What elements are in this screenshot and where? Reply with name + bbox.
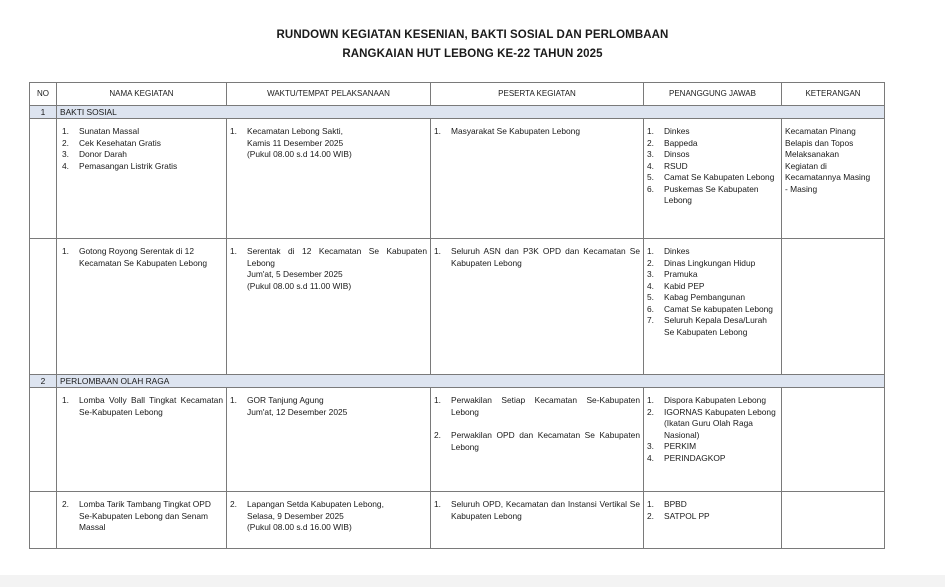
header-peserta: PESERTA KEGIATAN xyxy=(431,83,644,106)
list-item-text: Serentak di 12 Kecamatan Se Kabupaten Lebong xyxy=(247,246,427,268)
list-item-number: 1. xyxy=(647,395,654,405)
list-item-text: Bappeda xyxy=(664,137,698,148)
list-item-number: 2. xyxy=(434,430,441,440)
penanggung-list xyxy=(647,246,778,338)
keterangan-cell xyxy=(782,239,885,375)
list-item xyxy=(230,149,427,161)
list-item-number: 4. xyxy=(62,160,69,171)
nama-list xyxy=(60,246,223,269)
header-waktu-tempat: WAKTU/TEMPAT PELAKSANAAN xyxy=(227,83,431,106)
list-item-text: Dinsos xyxy=(664,149,690,159)
list-item-text: Donor Darah xyxy=(79,149,127,159)
list-item-number: 1. xyxy=(62,126,69,136)
nama-list xyxy=(60,126,223,172)
list-item-number: 3. xyxy=(62,149,69,159)
list-item-number: 1. xyxy=(230,395,237,405)
row-no-cell xyxy=(30,492,57,549)
list-item xyxy=(647,407,778,442)
list-item xyxy=(647,511,778,523)
list-item-number: 1. xyxy=(230,126,237,136)
list-item xyxy=(647,292,778,304)
nama-kegiatan-cell xyxy=(57,239,227,375)
list-item xyxy=(647,138,778,150)
section-row xyxy=(30,375,885,388)
list-item-text: (Pukul 08.00 s.d 11.00 WIB) xyxy=(247,280,352,291)
list-item-text: BPBD xyxy=(664,499,687,509)
list-item-number: 2. xyxy=(647,137,654,148)
list-item xyxy=(62,246,223,269)
header-no: NO xyxy=(30,83,57,106)
list-item xyxy=(230,407,427,419)
list-item xyxy=(230,269,427,281)
waktu-cell xyxy=(227,239,431,375)
section-row xyxy=(30,106,885,119)
list-item-number: 2. xyxy=(647,510,654,521)
keterangan-line: - Masing xyxy=(785,183,818,194)
section-title: BAKTI SOSIAL xyxy=(57,106,885,119)
list-item xyxy=(434,246,640,269)
list-item-number xyxy=(230,281,247,293)
list-item xyxy=(647,184,778,207)
nama-list xyxy=(60,499,223,534)
keterangan-cell xyxy=(782,388,885,492)
list-item-text: Seluruh Kepala Desa/Lurah Se Kabupaten Lebong xyxy=(664,315,767,337)
list-item-text: Seluruh ASN dan P3K OPD dan Kecamatan Se Kabupaten Lebong xyxy=(451,246,640,268)
list-item xyxy=(62,499,223,534)
list-item-number: 4. xyxy=(647,280,654,291)
list-item-number xyxy=(230,138,247,150)
nama-kegiatan-cell xyxy=(57,388,227,492)
list-item xyxy=(230,511,427,523)
list-item xyxy=(434,395,640,418)
list-item-text: Lomba Tarik Tambang Tingkat OPD Se-Kabupaten Lebong dan Senam Massal xyxy=(79,499,211,532)
list-item xyxy=(647,149,778,161)
list-item-number: 1. xyxy=(434,499,441,509)
list-item-number: 1. xyxy=(434,395,441,405)
list-item-text: Lomba Volly Ball Tingkat Kecamatan Se-Kabupaten Lebong xyxy=(79,395,223,417)
list-item xyxy=(647,304,778,316)
list-item-text: Dispora Kabupaten Lebong xyxy=(664,395,766,405)
keterangan-cell xyxy=(782,119,885,239)
list-item-number: 3. xyxy=(647,269,654,279)
list-item-text: Kabid PEP xyxy=(664,280,705,291)
header-nama-kegiatan: NAMA KEGIATAN xyxy=(57,83,227,106)
keterangan-text xyxy=(785,126,881,195)
list-item-number: 5. xyxy=(647,172,654,182)
peserta-cell xyxy=(431,388,644,492)
list-item xyxy=(647,172,778,184)
list-item-number: 1. xyxy=(434,126,441,136)
peserta-list xyxy=(434,499,640,522)
nama-kegiatan-cell xyxy=(57,492,227,549)
list-item xyxy=(647,395,778,407)
list-item-text: Sunatan Massal xyxy=(79,126,140,136)
list-item-text: Dinas Lingkungan Hidup xyxy=(664,257,756,268)
list-item-text: GOR Tanjung Agung xyxy=(247,395,324,405)
row-no-cell xyxy=(30,239,57,375)
peserta-cell xyxy=(431,119,644,239)
list-item xyxy=(62,161,223,173)
keterangan-line: Kegiatan di xyxy=(785,160,827,171)
penanggung-cell xyxy=(644,388,782,492)
list-item-number: 5. xyxy=(647,292,654,302)
list-item-number: 1. xyxy=(62,395,69,405)
list-item xyxy=(230,281,427,293)
section-number: 1 xyxy=(30,106,57,119)
list-item xyxy=(647,246,778,258)
peserta-cell xyxy=(431,492,644,549)
page-footer-bar xyxy=(0,575,945,587)
list-item-number: 2. xyxy=(62,499,69,509)
list-item-text: Dinkes xyxy=(664,246,690,256)
keterangan-cell xyxy=(782,492,885,549)
list-item-number: 4. xyxy=(647,160,654,171)
row-no-cell xyxy=(30,119,57,239)
list-item xyxy=(62,395,223,418)
list-item-text: Kecamatan Lebong Sakti, xyxy=(247,126,343,136)
list-item xyxy=(647,258,778,270)
list-item-text: Kabag Pembangunan xyxy=(664,292,746,302)
table-header-row xyxy=(30,83,885,106)
penanggung-list xyxy=(647,499,778,522)
list-item-text: Dinkes xyxy=(664,126,690,136)
list-item-text: Masyarakat Se Kabupaten Lebong xyxy=(451,126,580,136)
list-item-text: Kamis 11 Desember 2025 xyxy=(247,137,344,148)
list-item-number: 1. xyxy=(62,246,69,256)
list-item-text: Jum'at, 12 Desember 2025 xyxy=(247,406,348,417)
penanggung-cell xyxy=(644,492,782,549)
list-item xyxy=(647,126,778,138)
list-item xyxy=(647,161,778,173)
list-item-number xyxy=(230,522,247,534)
keterangan-line: Belapis dan Topos xyxy=(785,137,854,148)
list-item-number xyxy=(230,511,247,523)
table-row xyxy=(30,239,885,375)
list-item-text: Gotong Royong Serentak di 12 Kecamatan Se Kabupaten Lebong xyxy=(79,246,208,268)
document-subtitle: RANGKAIAN HUT LEBONG KE-22 TAHUN 2025 xyxy=(342,48,603,60)
waktu-cell xyxy=(227,119,431,239)
list-item-text: Puskemas Se Kabupaten Lebong xyxy=(664,183,759,205)
rundown-table xyxy=(29,82,885,549)
list-item-text: SATPOL PP xyxy=(664,510,710,521)
list-item-text: Pramuka xyxy=(664,269,698,279)
list-item-number: 2. xyxy=(230,499,237,509)
row-no-cell xyxy=(30,388,57,492)
list-item xyxy=(230,499,427,511)
keterangan-line: Kecamatannya Masing xyxy=(785,172,871,182)
list-item xyxy=(647,499,778,511)
list-item-number xyxy=(230,149,247,161)
section-number: 2 xyxy=(30,375,57,388)
list-item-text: IGORNAS Kabupaten Lebong (Ikatan Guru Olah Raga Nasional) xyxy=(664,406,776,440)
list-item-text: Cek Kesehatan Gratis xyxy=(79,137,161,148)
list-item-number: 1. xyxy=(230,246,237,256)
list-item xyxy=(647,453,778,465)
list-item-number: 4. xyxy=(647,452,654,463)
table-row xyxy=(30,492,885,549)
list-item-number: 1. xyxy=(647,246,654,256)
waktu-list xyxy=(230,499,427,534)
list-item-text: Seluruh OPD, Kecamatan dan Instansi Vertikal Se Kabupaten Lebong xyxy=(451,499,640,521)
list-item-text: PERINDAGKOP xyxy=(664,452,726,463)
table-row xyxy=(30,119,885,239)
list-item-text: Pemasangan Listrik Gratis xyxy=(79,160,178,171)
peserta-list xyxy=(434,126,640,138)
penanggung-cell xyxy=(644,239,782,375)
list-item-number: 1. xyxy=(647,126,654,136)
header-keterangan: KETERANGAN xyxy=(782,83,885,106)
list-item-number: 3. xyxy=(647,441,654,451)
list-item-text: Lapangan Setda Kabupaten Lebong, xyxy=(247,499,384,509)
list-item xyxy=(647,269,778,281)
waktu-cell xyxy=(227,492,431,549)
list-item-text: PERKIM xyxy=(664,441,697,451)
list-item xyxy=(647,315,778,338)
list-item-number xyxy=(230,407,247,419)
nama-kegiatan-cell xyxy=(57,119,227,239)
waktu-list xyxy=(230,395,427,418)
list-item xyxy=(647,441,778,453)
list-item-number: 6. xyxy=(647,303,654,314)
list-item-text: Selasa, 9 Desember 2025 xyxy=(247,510,344,521)
keterangan-line: Melaksanakan xyxy=(785,149,840,159)
waktu-list xyxy=(230,246,427,292)
waktu-list xyxy=(230,126,427,161)
list-item xyxy=(230,246,427,269)
table-row xyxy=(30,388,885,492)
list-item xyxy=(62,126,223,138)
waktu-cell xyxy=(227,388,431,492)
list-item xyxy=(62,149,223,161)
list-item-text: Jum'at, 5 Desember 2025 xyxy=(247,269,343,279)
list-item-number xyxy=(230,269,247,281)
penanggung-list xyxy=(647,395,778,464)
list-item xyxy=(647,281,778,293)
list-item-text: Camat Se Kabupaten Lebong xyxy=(664,172,775,182)
list-item xyxy=(230,138,427,150)
list-item-number: 7. xyxy=(647,315,654,325)
list-item xyxy=(230,395,427,407)
keterangan-line: Kecamatan Pinang xyxy=(785,126,856,136)
section-title: PERLOMBAAN OLAH RAGA xyxy=(57,375,885,388)
list-item xyxy=(62,138,223,150)
penanggung-list xyxy=(647,126,778,207)
peserta-list xyxy=(434,395,640,453)
penanggung-cell xyxy=(644,119,782,239)
nama-list xyxy=(60,395,223,418)
list-item-text: Perwakilan Setiap Kecamatan Se-Kabupaten Lebong xyxy=(451,395,640,417)
document-title: RUNDOWN KEGIATAN KESENIAN, BAKTI SOSIAL DAN PERLOMBAAN xyxy=(276,29,669,41)
list-item-number: 2. xyxy=(647,406,654,417)
list-item xyxy=(434,430,640,453)
list-item-number: 3. xyxy=(647,149,654,159)
list-item-text: RSUD xyxy=(664,160,688,171)
list-item-number: 6. xyxy=(647,183,654,194)
list-item-number: 2. xyxy=(62,137,69,148)
list-item-text: Camat Se kabupaten Lebong xyxy=(664,303,773,314)
list-item-number: 1. xyxy=(434,246,441,256)
list-item-text: Perwakilan OPD dan Kecamatan Se Kabupaten Lebong xyxy=(451,430,640,452)
list-item-number: 2. xyxy=(647,257,654,268)
list-item xyxy=(230,522,427,534)
peserta-cell xyxy=(431,239,644,375)
header-penanggung-jawab: PENANGGUNG JAWAB xyxy=(644,83,782,106)
list-item-number: 1. xyxy=(647,499,654,509)
list-item xyxy=(434,499,640,522)
list-item xyxy=(434,126,640,138)
list-item-text: (Pukul 08.00 s.d 16.00 WIB) xyxy=(247,522,352,532)
list-item xyxy=(230,126,427,138)
list-item-text: (Pukul 08.00 s.d 14.00 WIB) xyxy=(247,149,352,159)
peserta-list xyxy=(434,246,640,269)
